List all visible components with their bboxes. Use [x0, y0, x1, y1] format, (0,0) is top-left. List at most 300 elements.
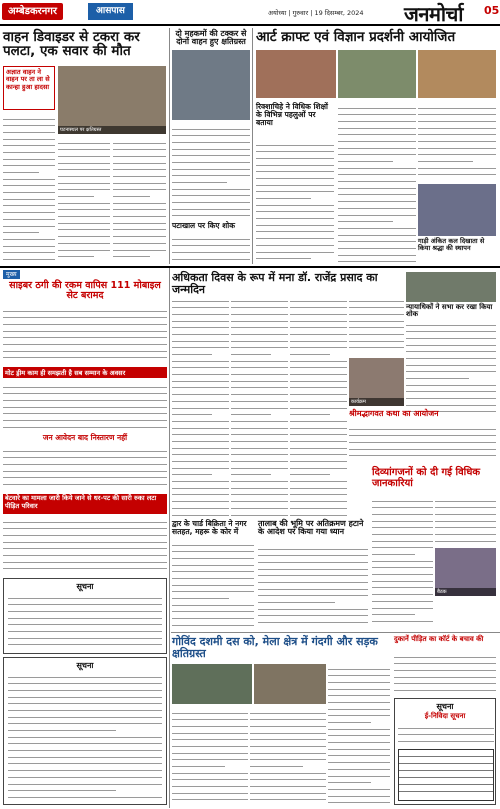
text-line: [250, 775, 326, 781]
text-line: [231, 383, 288, 389]
text-line: [290, 370, 347, 376]
text-line: [290, 510, 347, 516]
text-line: [172, 600, 254, 606]
text-line: [406, 394, 496, 400]
text-line: [231, 350, 271, 356]
text-line: [172, 775, 248, 781]
column-rule: [169, 268, 170, 808]
text-line: [290, 423, 347, 429]
text-line: [172, 782, 248, 788]
text-line: [231, 430, 288, 436]
text-line: [3, 389, 167, 395]
text-line: [231, 403, 288, 409]
text-line: [172, 198, 250, 204]
text-line: [172, 296, 229, 302]
story-1-body-3: [113, 138, 166, 264]
text-line: [172, 436, 229, 442]
text-line: [250, 755, 326, 761]
story-1-body-2: [58, 138, 110, 264]
text-line: [290, 403, 347, 409]
text-line: [231, 323, 288, 329]
text-line: [231, 463, 288, 469]
text-line: [231, 410, 271, 416]
text-line: [338, 210, 416, 216]
text-line: [338, 157, 393, 163]
text-line: [172, 450, 229, 456]
text-line: [3, 234, 55, 240]
text-line: [256, 140, 334, 146]
text-line: [113, 225, 166, 231]
text-line: [338, 243, 416, 249]
text-line: [172, 403, 229, 409]
text-line: [172, 137, 250, 143]
story-14-headline: तालाब की भूमि पर अतिक्रमण हटाने के आदेश पर किया गया ध्यान: [258, 519, 364, 537]
text-line: [231, 477, 288, 483]
story-13-body: [172, 540, 254, 628]
text-line: [172, 316, 229, 322]
notice-2-title: सूचना: [76, 661, 94, 670]
text-line: [290, 329, 347, 335]
column-rule: [252, 28, 253, 264]
text-line: [338, 257, 416, 263]
text-line: [113, 165, 166, 171]
text-line: [250, 708, 326, 714]
text-line: [328, 711, 390, 717]
text-line: [290, 350, 330, 356]
text-line: [8, 692, 162, 698]
text-line: [290, 490, 347, 496]
text-line: [58, 212, 110, 218]
text-line: [3, 537, 167, 543]
text-line: [338, 130, 416, 136]
text-line: [172, 795, 248, 801]
text-line: [113, 178, 166, 184]
text-line: [372, 563, 433, 569]
text-line: [435, 536, 496, 542]
text-line: [328, 684, 390, 690]
text-line: [250, 715, 326, 721]
text-line: [418, 143, 496, 149]
text-line: [250, 721, 326, 727]
text-line: [58, 158, 110, 164]
text-line: [172, 503, 229, 509]
text-line: [372, 529, 433, 535]
text-line: [172, 363, 229, 369]
text-line: [172, 191, 250, 197]
text-line: [231, 436, 288, 442]
text-line: [372, 536, 433, 542]
text-line: [250, 788, 326, 794]
text-line: [250, 762, 303, 768]
text-line: [394, 659, 496, 665]
text-line: [349, 329, 404, 335]
text-line: [328, 671, 390, 677]
text-line: [338, 136, 416, 142]
text-line: [172, 788, 248, 794]
text-line: [258, 604, 368, 610]
text-line: [3, 154, 55, 160]
text-line: [338, 217, 393, 223]
text-line: [328, 798, 390, 804]
text-line: [372, 603, 433, 609]
text-line: [435, 523, 496, 529]
text-line: [290, 503, 347, 509]
text-line: [231, 370, 288, 376]
text-line: [290, 383, 347, 389]
text-line: [172, 587, 254, 593]
text-line: [406, 347, 496, 353]
text-line: [3, 174, 55, 180]
text-line: [3, 339, 167, 345]
text-line: [250, 795, 326, 801]
text-line: [250, 768, 326, 774]
text-line: [372, 543, 433, 549]
story-3-photo-3: [418, 50, 496, 98]
tender-table: [398, 749, 494, 801]
text-line: [172, 580, 254, 586]
text-line: [172, 171, 250, 177]
text-line: [172, 423, 229, 429]
text-line: [172, 350, 212, 356]
text-line: [58, 185, 110, 191]
section-rule: [0, 266, 500, 268]
text-line: [394, 665, 496, 671]
text-line: [290, 497, 347, 503]
text-line: [113, 192, 150, 198]
text-line: [258, 564, 368, 570]
text-line: [398, 723, 494, 729]
text-line: [3, 147, 55, 153]
text-line: [256, 234, 334, 240]
text-line: [435, 509, 496, 515]
text-line: [172, 748, 248, 754]
text-line: [3, 241, 55, 247]
text-line: [372, 509, 433, 515]
text-line: [172, 497, 229, 503]
text-line: [349, 323, 404, 329]
text-line: [231, 309, 288, 315]
text-line: [406, 340, 496, 346]
text-line: [372, 570, 433, 576]
text-line: [8, 792, 162, 798]
text-line: [372, 583, 433, 589]
story-7-photo: [349, 358, 404, 406]
text-line: [3, 168, 39, 174]
story-12-headline: बेटवारे का मामला जारी किये जाने से धर-पट की सारी रुका लटा पीड़ित परिवार: [3, 494, 167, 514]
text-line: [406, 353, 496, 359]
text-line: [172, 510, 229, 516]
text-line: [256, 153, 334, 159]
text-line: [8, 699, 162, 705]
story-7-body-2: [231, 296, 288, 518]
text-line: [3, 201, 55, 207]
text-line: [113, 171, 166, 177]
text-line: [258, 544, 368, 550]
text-line: [3, 221, 55, 227]
text-line: [58, 218, 110, 224]
text-line: [406, 374, 469, 380]
text-line: [58, 198, 110, 204]
text-line: [3, 181, 55, 187]
notice-2-body: [8, 672, 162, 802]
text-line: [338, 190, 416, 196]
text-line: [8, 712, 162, 718]
text-line: [418, 157, 473, 163]
text-line: [172, 151, 250, 157]
text-line: [338, 230, 416, 236]
story-3-photo-1: [256, 50, 336, 98]
text-line: [290, 443, 347, 449]
text-line: [328, 731, 390, 737]
story-18-headline: दुकानें पीड़ित का कॉर्ट के बचाव की: [394, 635, 484, 643]
text-line: [290, 303, 347, 309]
text-line: [8, 746, 162, 752]
text-line: [231, 423, 288, 429]
text-line: [113, 151, 166, 157]
text-line: [3, 161, 55, 167]
text-line: [172, 144, 250, 150]
notice-1-body: [8, 593, 162, 651]
text-line: [172, 124, 250, 130]
text-line: [435, 529, 496, 535]
text-line: [3, 228, 39, 234]
text-line: [172, 336, 229, 342]
text-line: [231, 303, 288, 309]
text-line: [3, 114, 55, 120]
text-line: [231, 497, 288, 503]
text-line: [231, 450, 288, 456]
text-line: [372, 596, 433, 602]
text-line: [3, 319, 167, 325]
text-line: [8, 719, 162, 725]
text-line: [3, 564, 167, 570]
text-line: [418, 103, 496, 109]
text-line: [372, 616, 433, 622]
text-line: [3, 544, 167, 550]
text-line: [250, 748, 326, 754]
text-line: [113, 145, 166, 151]
text-line: [8, 600, 162, 606]
text-line: [3, 402, 167, 408]
column-rule: [169, 28, 170, 264]
text-line: [231, 336, 288, 342]
text-line: [406, 387, 496, 393]
story-7-headline: अधिकता दिवस के रूप में मना डॉ. राजेंद्र प्रसाद का जन्मदिन: [172, 271, 378, 296]
text-line: [8, 593, 162, 599]
text-line: [172, 477, 229, 483]
text-line: [418, 123, 496, 129]
story-1-pullquote: अज्ञात वाहन ने वाहन पर ता ला से कान्हा हुआ हादसा: [3, 66, 55, 110]
text-line: [58, 238, 110, 244]
text-line: [8, 640, 162, 646]
story-8-body: [406, 320, 496, 420]
text-line: [3, 127, 55, 133]
story-6-headline: पटाखाल पर किए शोक: [172, 221, 235, 230]
text-line: [172, 735, 248, 741]
text-line: [258, 618, 368, 624]
story-9-headline: साइबर ठगी की रकम वापिस 111 मोबाइल सेट बरामद: [9, 280, 161, 301]
text-line: [3, 121, 55, 127]
text-line: [172, 470, 212, 476]
text-line: [172, 234, 250, 240]
section-tag: मुख्य: [3, 270, 20, 279]
text-line: [435, 516, 496, 522]
text-line: [290, 457, 347, 463]
text-line: [172, 443, 229, 449]
text-line: [406, 327, 496, 333]
text-line: [172, 390, 229, 396]
text-line: [328, 718, 371, 724]
text-line: [3, 446, 167, 452]
text-line: [3, 557, 167, 563]
story-11-body: [3, 446, 167, 492]
text-line: [418, 110, 496, 116]
text-line: [8, 705, 162, 711]
tender-box: [394, 698, 496, 805]
text-line: [328, 791, 390, 797]
notice-3-title: सूचना: [436, 702, 454, 711]
story-1-body: [3, 114, 55, 264]
text-line: [172, 329, 229, 335]
text-line: [328, 764, 390, 770]
text-line: [172, 721, 248, 727]
text-line: [58, 178, 110, 184]
story-17-body-3: [328, 664, 390, 805]
text-line: [338, 143, 416, 149]
notice-box-2: [3, 657, 167, 805]
text-line: [290, 463, 347, 469]
text-line: [8, 752, 162, 758]
text-line: [231, 356, 288, 362]
text-line: [231, 510, 288, 516]
text-line: [172, 594, 229, 600]
text-line: [418, 136, 496, 142]
notice-1-title: सूचना: [76, 582, 94, 591]
text-line: [349, 336, 404, 342]
text-line: [8, 606, 162, 612]
text-line: [172, 184, 250, 190]
text-line: [8, 672, 162, 678]
text-line: [250, 728, 326, 734]
text-line: [172, 309, 229, 315]
text-line: [58, 232, 110, 238]
text-line: [250, 735, 326, 741]
text-line: [113, 205, 166, 211]
text-line: [372, 516, 433, 522]
text-line: [372, 496, 433, 502]
text-line: [172, 607, 254, 613]
text-line: [338, 197, 416, 203]
story-15-headline: दिव्यांगजनों को दी गई विधिक जानकारियां: [372, 467, 481, 489]
text-line: [172, 490, 229, 496]
text-line: [256, 220, 334, 226]
text-line: [172, 323, 229, 329]
text-line: [256, 247, 334, 253]
text-line: [349, 316, 404, 322]
text-line: [290, 356, 347, 362]
text-line: [172, 573, 254, 579]
story-17-body-2: [250, 708, 326, 805]
story-1-photo: [58, 66, 166, 134]
story-15-photo: [435, 548, 496, 596]
text-line: [3, 134, 55, 140]
text-line: [3, 306, 167, 312]
text-line: [231, 490, 288, 496]
text-line: [113, 138, 166, 144]
text-line: [256, 254, 311, 260]
text-line: [172, 211, 250, 217]
text-line: [3, 517, 167, 523]
text-line: [290, 309, 347, 315]
text-line: [58, 145, 110, 151]
text-line: [338, 163, 416, 169]
text-line: [290, 477, 347, 483]
text-line: [328, 724, 390, 730]
text-line: [290, 436, 347, 442]
text-line: [231, 390, 288, 396]
text-line: [290, 390, 347, 396]
text-line: [3, 524, 167, 530]
text-line: [372, 610, 415, 616]
section-label: आसपास: [88, 3, 133, 20]
text-line: [3, 382, 167, 388]
text-line: [418, 130, 496, 136]
text-line: [435, 503, 496, 509]
text-line: [172, 762, 225, 768]
text-line: [328, 751, 390, 757]
text-line: [290, 416, 347, 422]
text-line: [435, 496, 496, 502]
text-line: [406, 320, 496, 326]
text-line: [256, 187, 334, 193]
text-line: [113, 245, 166, 251]
notice-box-1: [3, 578, 167, 654]
text-line: [172, 303, 229, 309]
story-5-headline: गाड़ी अंकित कल दिखाता से किया श्रद्धा की स्थापन: [418, 237, 485, 252]
text-line: [256, 227, 334, 233]
text-line: [172, 370, 229, 376]
text-line: [3, 530, 167, 536]
text-line: [290, 470, 330, 476]
text-line: [231, 483, 288, 489]
text-line: [8, 772, 162, 778]
text-line: [338, 223, 416, 229]
text-line: [172, 540, 254, 546]
text-line: [172, 547, 254, 553]
text-line: [8, 613, 162, 619]
story-15-photo-caption: बैठक: [435, 588, 496, 596]
text-line: [3, 214, 55, 220]
text-line: [231, 316, 288, 322]
text-line: [290, 430, 347, 436]
story-15-body-2: [435, 496, 496, 546]
text-line: [8, 779, 162, 785]
text-line: [3, 333, 167, 339]
text-line: [349, 303, 404, 309]
text-line: [256, 160, 334, 166]
story-16-body: [349, 424, 496, 464]
text-line: [3, 188, 55, 194]
text-line: [172, 741, 248, 747]
text-line: [338, 103, 416, 109]
text-line: [258, 598, 335, 604]
text-line: [172, 620, 254, 626]
story-17-photo-1: [172, 664, 252, 704]
story-17-body-1: [172, 708, 248, 805]
text-line: [250, 782, 326, 788]
text-line: [394, 652, 496, 658]
text-line: [58, 192, 94, 198]
